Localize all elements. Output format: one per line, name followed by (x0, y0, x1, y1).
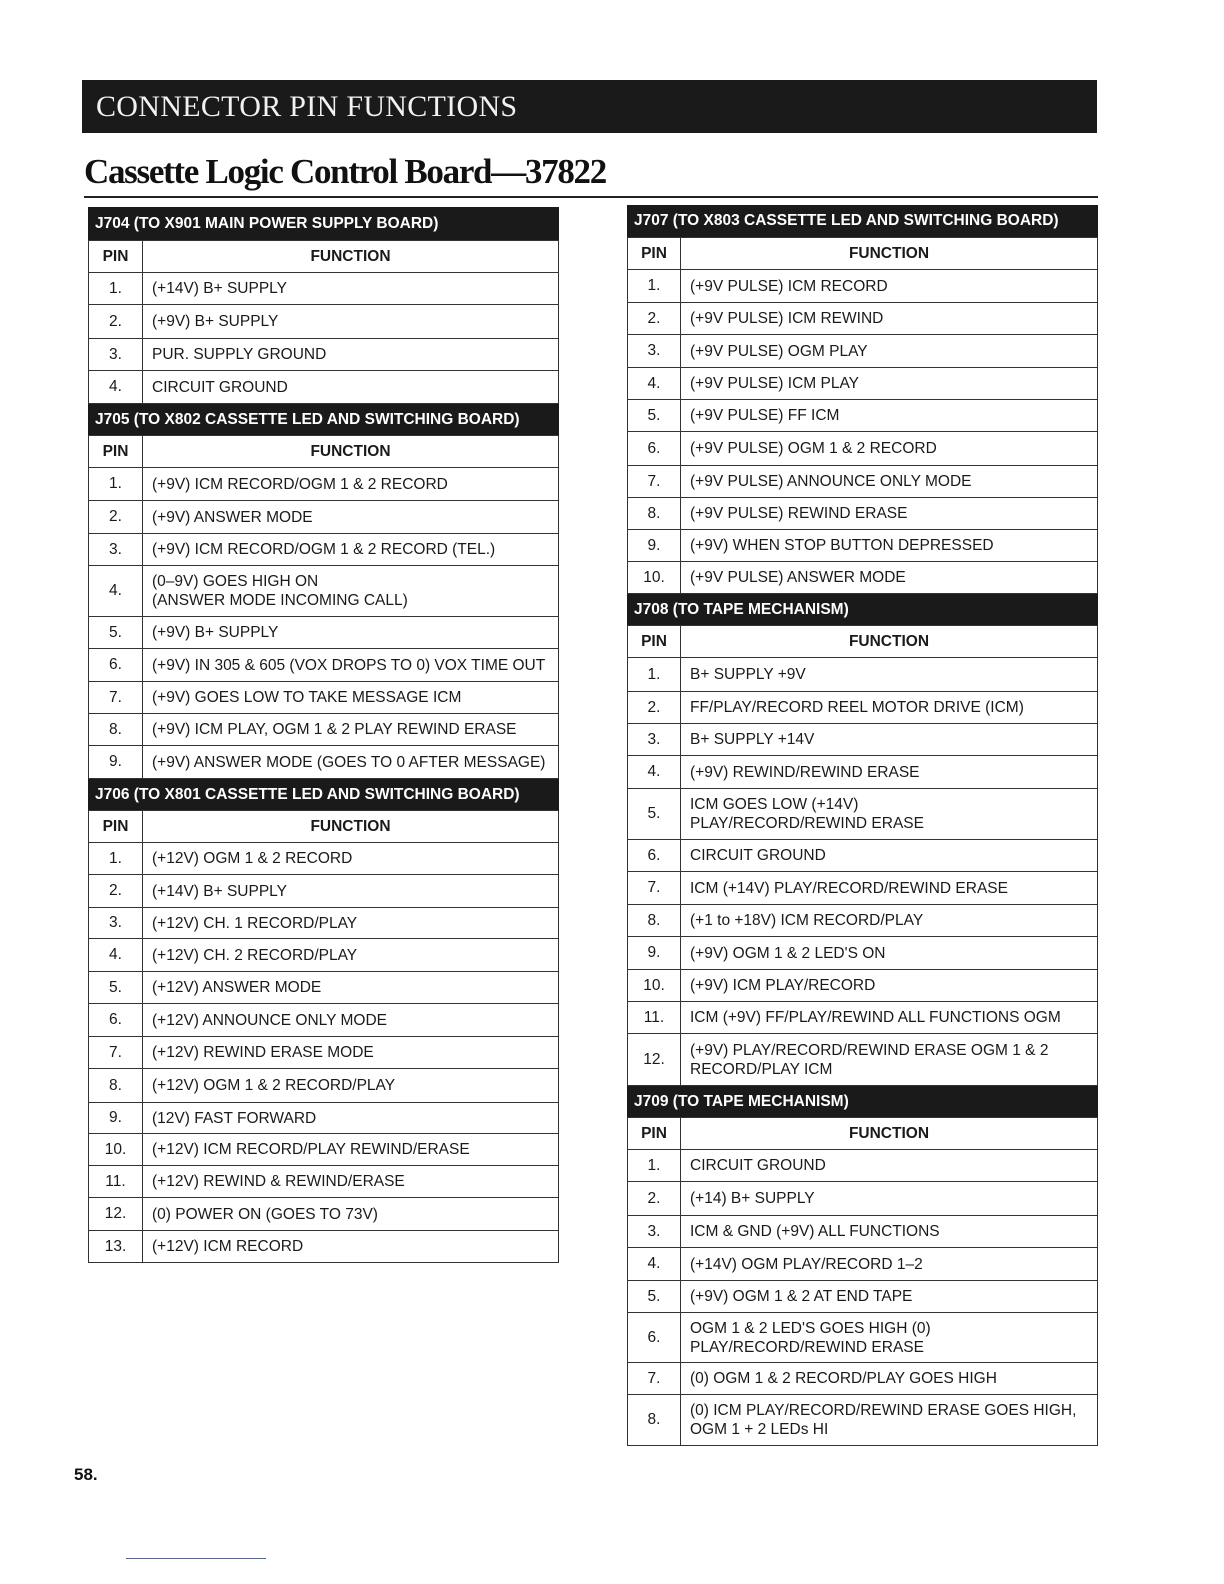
pin-number: 2. (89, 501, 143, 534)
pin-number: 8. (89, 714, 143, 746)
table-row (89, 843, 559, 875)
pin-function: (+9V) ICM PLAY, OGM 1 & 2 PLAY REWIND ERASE (143, 714, 559, 746)
pin-function: (0–9V) GOES HIGH ON (ANSWER MODE INCOMING CALL) (143, 566, 559, 617)
table-row (89, 1004, 559, 1037)
pin-number: 4. (628, 756, 681, 789)
table-row (628, 937, 1098, 970)
pin-number: 7. (628, 872, 681, 905)
table-row (628, 692, 1098, 724)
pin-number: 6. (628, 432, 681, 466)
pin-function: ICM GOES LOW (+14V) PLAY/RECORD/REWIND ERASE (681, 789, 1098, 840)
left-column (88, 207, 559, 1263)
table-row (628, 335, 1098, 368)
table-row (89, 468, 559, 501)
pin-function: ICM & GND (+9V) ALL FUNCTIONS (681, 1216, 1098, 1248)
table-row (628, 303, 1098, 335)
pin-table (627, 1117, 1098, 1446)
pin-function: (+9V PULSE) ICM PLAY (681, 368, 1098, 400)
pin-number: 7. (89, 682, 143, 714)
table-row (89, 1231, 559, 1263)
pin-number: 2. (89, 875, 143, 908)
pin-number: 11. (628, 1002, 681, 1034)
table-row (628, 724, 1098, 756)
table-header-row (89, 811, 559, 843)
page-title: Cassette Logic Control Board—37822 (84, 152, 606, 191)
pin-function: (+12V) ANNOUNCE ONLY MODE (143, 1004, 559, 1037)
pin-function: (+9V) ANSWER MODE (143, 501, 559, 534)
pin-table (88, 435, 559, 779)
function-column-header: FUNCTION (143, 241, 559, 273)
table-row (628, 658, 1098, 692)
pin-column-header: PIN (89, 241, 143, 273)
pin-function: ICM (+14V) PLAY/RECORD/REWIND ERASE (681, 872, 1098, 905)
table-row (628, 970, 1098, 1002)
pin-function: (12V) FAST FORWARD (143, 1103, 559, 1134)
table-row (628, 530, 1098, 562)
table-row (89, 617, 559, 649)
pin-number: 3. (89, 534, 143, 566)
pin-number: 4. (628, 1248, 681, 1281)
pin-function: (+9V) ICM PLAY/RECORD (681, 970, 1098, 1002)
connector-title: J705 (TO X802 CASSETTE LED AND SWITCHING BOARD) (88, 404, 559, 435)
pin-function: B+ SUPPLY +9V (681, 658, 1098, 692)
pin-function: (+12V) CH. 2 RECORD/PLAY (143, 939, 559, 972)
pin-function: (+14V) B+ SUPPLY (143, 273, 559, 305)
pin-number: 9. (89, 1103, 143, 1134)
pin-number: 3. (89, 339, 143, 371)
pin-number: 1. (89, 273, 143, 305)
pin-number: 6. (89, 649, 143, 682)
title-divider (84, 196, 1098, 198)
table-row (628, 872, 1098, 905)
table-header-row (628, 1118, 1098, 1150)
pin-function: (+9V PULSE) OGM 1 & 2 RECORD (681, 432, 1098, 466)
table-row (89, 682, 559, 714)
table-row (89, 1069, 559, 1103)
pin-function: (+14V) OGM PLAY/RECORD 1–2 (681, 1248, 1098, 1281)
pin-number: 3. (628, 335, 681, 368)
table-row (628, 270, 1098, 303)
table-row (89, 534, 559, 566)
table-row (89, 273, 559, 305)
table-row (89, 1134, 559, 1166)
pin-number: 2. (89, 305, 143, 339)
pin-column-header: PIN (89, 811, 143, 843)
pin-function: (0) POWER ON (GOES TO 73V) (143, 1198, 559, 1231)
pin-function: (+14V) B+ SUPPLY (143, 875, 559, 908)
table-header-row (89, 436, 559, 468)
connector-section (627, 594, 1098, 1086)
function-column-header: FUNCTION (681, 1118, 1098, 1150)
pin-number: 1. (89, 468, 143, 501)
pin-function: CIRCUIT GROUND (681, 840, 1098, 872)
pin-function: (+9V) REWIND/REWIND ERASE (681, 756, 1098, 789)
connector-title: J706 (TO X801 CASSETTE LED AND SWITCHING BOARD) (88, 779, 559, 810)
connector-section (627, 1086, 1098, 1446)
table-row (89, 908, 559, 939)
table-row (628, 1002, 1098, 1034)
pin-number: 8. (628, 498, 681, 530)
connector-title: J707 (TO X803 CASSETTE LED AND SWITCHING BOARD) (627, 205, 1098, 237)
table-row (89, 939, 559, 972)
pin-function: (+12V) ANSWER MODE (143, 972, 559, 1004)
table-row (628, 562, 1098, 594)
pin-function: FF/PLAY/RECORD REEL MOTOR DRIVE (ICM) (681, 692, 1098, 724)
table-row (89, 501, 559, 534)
pin-column-header: PIN (628, 1118, 681, 1150)
table-row (89, 972, 559, 1004)
pin-function: (+9V) WHEN STOP BUTTON DEPRESSED (681, 530, 1098, 562)
pin-number: 7. (89, 1037, 143, 1069)
pin-table (88, 240, 559, 404)
pin-number: 7. (628, 1363, 681, 1395)
pin-function: (0) ICM PLAY/RECORD/REWIND ERASE GOES HIGH, OGM 1 + 2 LEDs HI (681, 1395, 1098, 1446)
pin-number: 3. (628, 724, 681, 756)
pin-number: 12. (628, 1034, 681, 1086)
connector-section (88, 404, 559, 779)
pin-number: 4. (89, 939, 143, 972)
pin-function: (+9V) B+ SUPPLY (143, 617, 559, 649)
function-column-header: FUNCTION (681, 626, 1098, 658)
table-header-row (89, 241, 559, 273)
pin-number: 10. (89, 1134, 143, 1166)
pin-function: (+9V PULSE) ANSWER MODE (681, 562, 1098, 594)
pin-function: CIRCUIT GROUND (681, 1150, 1098, 1182)
pin-function: CIRCUIT GROUND (143, 371, 559, 404)
table-row (628, 1281, 1098, 1313)
table-row (89, 649, 559, 682)
pin-number: 4. (89, 566, 143, 617)
pin-function: (+12V) OGM 1 & 2 RECORD/PLAY (143, 1069, 559, 1103)
right-column (627, 205, 1098, 1446)
pin-function: (0) OGM 1 & 2 RECORD/PLAY GOES HIGH (681, 1363, 1098, 1395)
pin-number: 12. (89, 1198, 143, 1231)
pin-function: (+9V PULSE) REWIND ERASE (681, 498, 1098, 530)
pin-function: (+12V) ICM RECORD/PLAY REWIND/ERASE (143, 1134, 559, 1166)
pin-number: 1. (628, 658, 681, 692)
function-column-header: FUNCTION (143, 811, 559, 843)
table-header-row (628, 238, 1098, 270)
function-column-header: FUNCTION (143, 436, 559, 468)
table-row (628, 789, 1098, 840)
table-row (89, 1166, 559, 1198)
pin-number: 1. (89, 843, 143, 875)
table-row (89, 1103, 559, 1134)
table-row (628, 368, 1098, 400)
pin-number: 5. (628, 400, 681, 432)
table-row (628, 1313, 1098, 1363)
pin-function: (+9V PULSE) ICM RECORD (681, 270, 1098, 303)
table-row (628, 432, 1098, 466)
pin-number: 1. (628, 1150, 681, 1182)
pin-column-header: PIN (628, 626, 681, 658)
table-row (628, 1150, 1098, 1182)
table-row (628, 1395, 1098, 1446)
table-row (628, 1363, 1098, 1395)
pin-number: 3. (89, 908, 143, 939)
pin-column-header: PIN (89, 436, 143, 468)
pin-table (88, 810, 559, 1263)
pin-function: (+9V PULSE) FF ICM (681, 400, 1098, 432)
table-row (628, 1034, 1098, 1086)
pin-number: 10. (628, 970, 681, 1002)
pin-number: 1. (628, 270, 681, 303)
pin-number: 13. (89, 1231, 143, 1263)
footer-line (126, 1558, 266, 1559)
pin-function: (+9V PULSE) ICM REWIND (681, 303, 1098, 335)
pin-number: 2. (628, 303, 681, 335)
banner-title: CONNECTOR PIN FUNCTIONS (96, 90, 518, 123)
pin-number: 5. (89, 617, 143, 649)
connector-title: J709 (TO TAPE MECHANISM) (627, 1086, 1098, 1117)
pin-function: B+ SUPPLY +14V (681, 724, 1098, 756)
table-header-row (628, 626, 1098, 658)
pin-function: (+12V) ICM RECORD (143, 1231, 559, 1263)
table-row (628, 905, 1098, 937)
table-row (628, 840, 1098, 872)
connector-section (627, 205, 1098, 594)
pin-function: (+9V) ANSWER MODE (GOES TO 0 AFTER MESSAGE) (143, 746, 559, 779)
connector-section (88, 207, 559, 404)
pin-table (627, 237, 1098, 594)
pin-function: (+9V) B+ SUPPLY (143, 305, 559, 339)
pin-function: PUR. SUPPLY GROUND (143, 339, 559, 371)
pin-number: 5. (628, 1281, 681, 1313)
pin-number: 6. (89, 1004, 143, 1037)
pin-column-header: PIN (628, 238, 681, 270)
table-row (628, 498, 1098, 530)
table-row (628, 1216, 1098, 1248)
pin-number: 5. (89, 972, 143, 1004)
pin-number: 6. (628, 1313, 681, 1363)
pin-function: (+12V) OGM 1 & 2 RECORD (143, 843, 559, 875)
pin-function: (+12V) REWIND & REWIND/ERASE (143, 1166, 559, 1198)
pin-function: (+9V) GOES LOW TO TAKE MESSAGE ICM (143, 682, 559, 714)
pin-number: 4. (628, 368, 681, 400)
pin-function: (+9V PULSE) OGM PLAY (681, 335, 1098, 368)
table-row (628, 1248, 1098, 1281)
table-row (628, 466, 1098, 498)
table-row (89, 746, 559, 779)
pin-number: 3. (628, 1216, 681, 1248)
pin-function: (+9V) OGM 1 & 2 LED'S ON (681, 937, 1098, 970)
connector-section (88, 779, 559, 1263)
pin-function: ICM (+9V) FF/PLAY/REWIND ALL FUNCTIONS OGM (681, 1002, 1098, 1034)
table-row (89, 339, 559, 371)
page-number: 58. (74, 1465, 98, 1484)
pin-number: 10. (628, 562, 681, 594)
pin-number: 4. (89, 371, 143, 404)
pin-function: (+9V) PLAY/RECORD/REWIND ERASE OGM 1 & 2 RECORD/PLAY ICM (681, 1034, 1098, 1086)
table-row (89, 1037, 559, 1069)
pin-function: (+9V) ICM RECORD/OGM 1 & 2 RECORD (TEL.) (143, 534, 559, 566)
pin-number: 8. (89, 1069, 143, 1103)
table-row (89, 566, 559, 617)
pin-function: (+12V) CH. 1 RECORD/PLAY (143, 908, 559, 939)
pin-table (627, 625, 1098, 1086)
pin-function: (+1 to +18V) ICM RECORD/PLAY (681, 905, 1098, 937)
pin-number: 11. (89, 1166, 143, 1198)
pin-function: (+12V) REWIND ERASE MODE (143, 1037, 559, 1069)
table-row (89, 714, 559, 746)
pin-number: 9. (628, 530, 681, 562)
pin-function: (+9V) OGM 1 & 2 AT END TAPE (681, 1281, 1098, 1313)
pin-function: OGM 1 & 2 LED'S GOES HIGH (0) PLAY/RECORD/REWIND ERASE (681, 1313, 1098, 1363)
pin-number: 8. (628, 1395, 681, 1446)
table-row (628, 756, 1098, 789)
pin-number: 6. (628, 840, 681, 872)
table-row (89, 305, 559, 339)
pin-number: 2. (628, 1182, 681, 1216)
pin-function: (+9V) IN 305 & 605 (VOX DROPS TO 0) VOX TIME OUT (143, 649, 559, 682)
pin-function: (+9V PULSE) ANNOUNCE ONLY MODE (681, 466, 1098, 498)
function-column-header: FUNCTION (681, 238, 1098, 270)
pin-number: 2. (628, 692, 681, 724)
table-row (89, 1198, 559, 1231)
pin-function: (+14) B+ SUPPLY (681, 1182, 1098, 1216)
pin-number: 9. (628, 937, 681, 970)
connector-title: J708 (TO TAPE MECHANISM) (627, 594, 1098, 625)
section-banner (82, 80, 1097, 133)
pin-number: 7. (628, 466, 681, 498)
table-row (89, 371, 559, 404)
connector-title: J704 (TO X901 MAIN POWER SUPPLY BOARD) (88, 207, 559, 240)
table-row (89, 875, 559, 908)
pin-function: (+9V) ICM RECORD/OGM 1 & 2 RECORD (143, 468, 559, 501)
table-row (628, 1182, 1098, 1216)
table-row (628, 400, 1098, 432)
pin-number: 9. (89, 746, 143, 779)
pin-number: 5. (628, 789, 681, 840)
pin-number: 8. (628, 905, 681, 937)
